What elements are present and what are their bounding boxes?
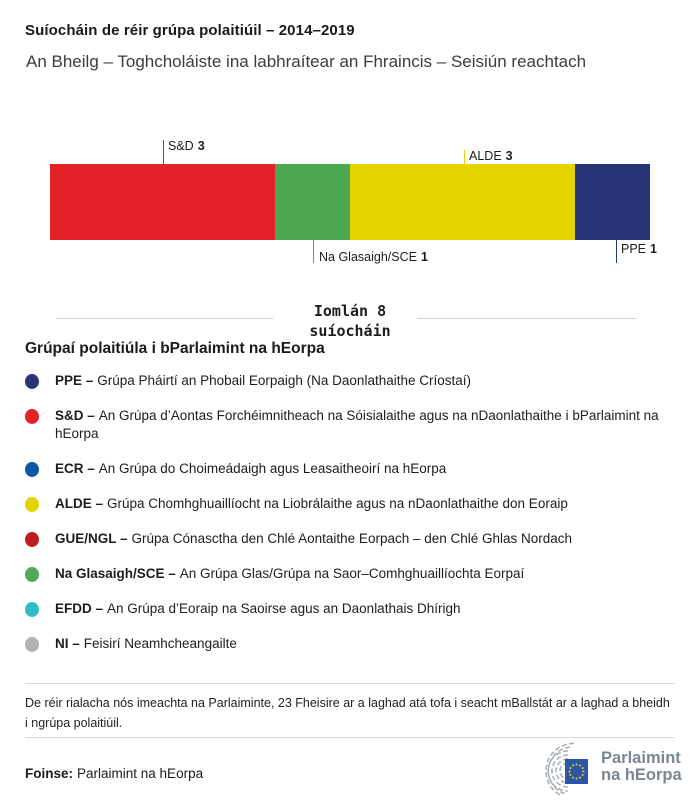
bar-segment-greens [275, 164, 350, 240]
total-divider-left [56, 318, 273, 319]
alde-color-dot [25, 497, 39, 512]
footnote: De réir rialacha nós imeachta na Parlaiminte, 23 Fheisire ar a laghad atá tofa i seacht mBallstát ar a laghad a bheidh i ngrúpa polaitiúil. [25, 696, 670, 730]
group-abbreviation: S&D – [55, 408, 95, 423]
group-full-name: An Grúpa d’Eoraip na Saoirse agus an Daonlathais Dhírigh [107, 601, 461, 616]
legend-item-guengl [25, 530, 675, 548]
sd-callout-line [163, 140, 164, 164]
sd-seat-count: 3 [197, 139, 205, 153]
seat-distribution-bar [50, 164, 650, 240]
sd-group-name: S&D [168, 139, 194, 153]
ppe-group-name: PPE [621, 242, 647, 256]
group-abbreviation: PPE – [55, 373, 94, 388]
group-full-name: An Grúpa do Choimeádaigh agus Leasaitheoirí na hEorpa [98, 461, 447, 476]
legend-item-text [55, 495, 675, 513]
total-seats-line2: suíocháin [309, 322, 391, 340]
total-divider-right [417, 318, 636, 319]
legend-item-sd [25, 407, 675, 443]
group-abbreviation: ALDE – [55, 496, 104, 511]
greens-color-dot [25, 567, 39, 582]
legend-item-text [55, 372, 675, 390]
ecr-color-dot [25, 462, 39, 477]
alde-seat-count: 3 [505, 149, 513, 163]
efdd-color-dot [25, 602, 39, 617]
legend-item-alde [25, 495, 675, 513]
group-abbreviation: EFDD – [55, 601, 104, 616]
european-parliament-logo-icon [524, 738, 596, 796]
group-abbreviation: NI – [55, 636, 80, 651]
legend-item-text [55, 530, 675, 548]
ppe-color-dot [25, 374, 39, 389]
group-full-name: Grúpa Pháirtí an Phobail Eorpaigh (Na Daonlathaithe Críostaí) [97, 373, 471, 388]
greens-group-name: Na Glasaigh/SCE [319, 250, 417, 264]
ppe-seat-label [621, 242, 657, 256]
legend-item-ni [25, 635, 675, 653]
european-parliament-logo-text [601, 750, 682, 784]
group-abbreviation: ECR – [55, 461, 95, 476]
group-full-name: Feisirí Neamhcheangailte [83, 636, 237, 651]
sd-seat-label [168, 139, 205, 153]
alde-callout-line [464, 150, 465, 164]
group-abbreviation: Na Glasaigh/SCE – [55, 566, 176, 581]
logo-text-line2: na hEorpa [601, 766, 682, 784]
group-abbreviation: GUE/NGL – [55, 531, 128, 546]
ppe-callout-line [616, 240, 617, 263]
bar-segment-alde [350, 164, 575, 240]
greens-seat-label [319, 250, 428, 264]
source-label: Foinse: [25, 766, 74, 781]
footnote-divider [25, 683, 675, 684]
legend-item-ecr [25, 460, 675, 478]
ni-color-dot [25, 637, 39, 652]
legend [25, 372, 675, 653]
greens-seat-count: 1 [420, 250, 428, 264]
legend-item-ppe [25, 372, 675, 390]
group-full-name: Grúpa Cónasctha den Chlé Aontaithe Eorpach – den Chlé Ghlas Nordach [131, 531, 573, 546]
legend-item-text [55, 460, 675, 478]
sd-color-dot [25, 409, 39, 424]
legend-item-text [55, 635, 675, 653]
legend-item-text [55, 407, 675, 443]
greens-callout-line [313, 240, 314, 263]
group-full-name: An Grúpa d’Aontas Forchéimnitheach na Sóisialaithe agus na nDaonlathaithe i bParlaimint na hEorpa [55, 408, 659, 441]
page-title: Suíocháin de réir grúpa polaitiúil – 2014–2019 [25, 22, 355, 39]
ppe-seat-count: 1 [650, 242, 657, 256]
legend-item-text [55, 565, 675, 583]
alde-seat-label [469, 149, 513, 163]
source-line [25, 766, 203, 781]
source-value: Parlaimint na hEorpa [77, 766, 204, 781]
legend-item-efdd [25, 600, 675, 618]
logo-text-line1: Parlaimint [601, 749, 681, 767]
legend-item-greens [25, 565, 675, 583]
total-seats-label [280, 301, 420, 341]
legend-item-text [55, 600, 675, 618]
total-seats-line1: Iomlán 8 [313, 302, 387, 320]
bar-segment-ppe [575, 164, 650, 240]
guengl-color-dot [25, 532, 39, 547]
group-full-name: An Grúpa Glas/Grúpa na Saor–Comhghuaillíochta Eorpaí [179, 566, 525, 581]
alde-group-name: ALDE [469, 149, 502, 163]
bar-segment-sd [50, 164, 275, 240]
page-subtitle: An Bheilg – Toghcholáiste ina labhraítear an Fhraincis – Seisiún reachtach [26, 52, 587, 71]
legend-heading: Grúpaí polaitiúla i bParlaimint na hEorpa [25, 340, 325, 357]
group-full-name: Grúpa Chomhghuaillíocht na Liobrálaithe agus na nDaonlathaithe don Eoraip [107, 496, 568, 511]
